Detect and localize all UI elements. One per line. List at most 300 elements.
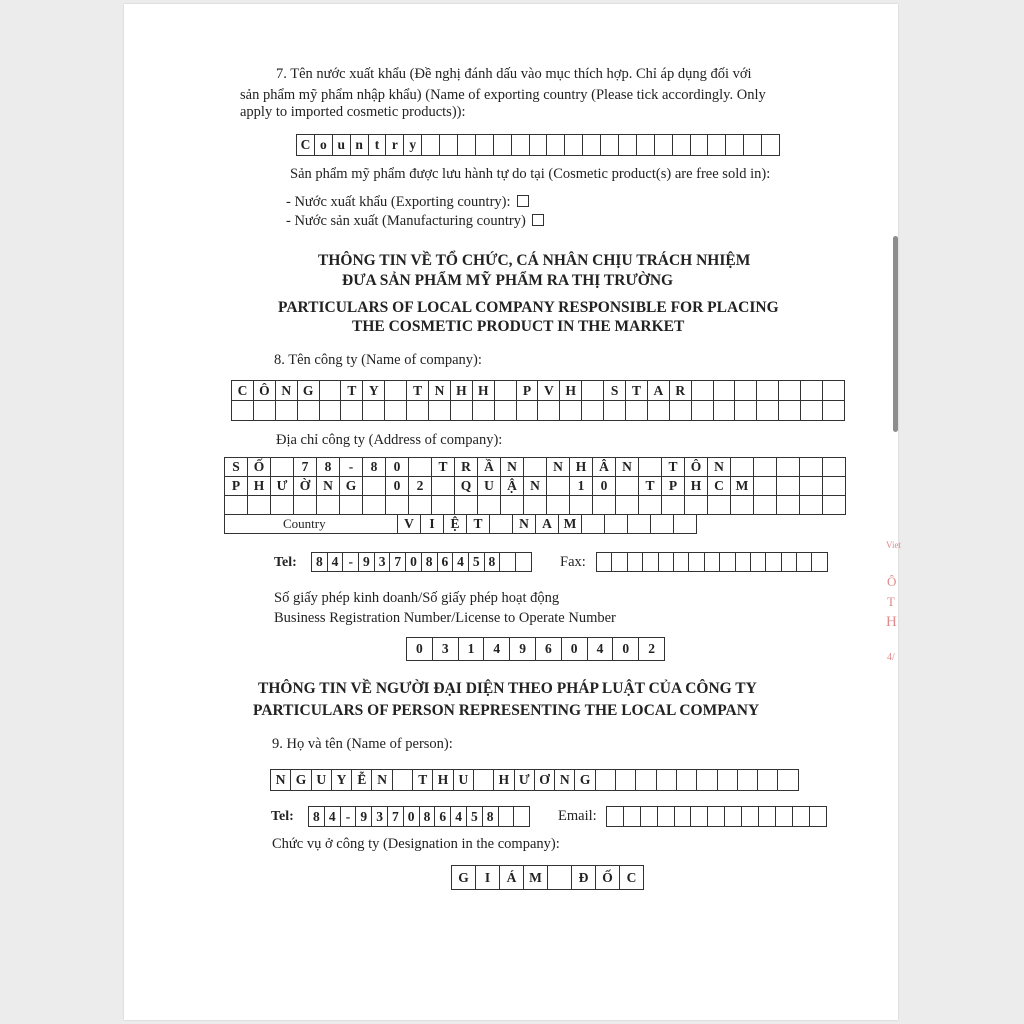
grid-cell[interactable]: U (478, 476, 501, 496)
grid-cell[interactable] (605, 514, 628, 534)
grid-cell[interactable] (800, 476, 823, 496)
grid-cell[interactable] (524, 457, 547, 477)
grid-cell[interactable]: M (559, 514, 582, 534)
grid-cell[interactable]: T (467, 514, 490, 534)
grid-cell[interactable]: N (501, 457, 524, 477)
grid-cell[interactable] (648, 400, 670, 421)
grid-cell[interactable] (777, 495, 800, 515)
grid-cell[interactable]: 2 (409, 476, 432, 496)
grid-cell[interactable]: t (369, 134, 387, 156)
grid-cell[interactable] (777, 457, 800, 477)
grid-cell[interactable] (637, 134, 655, 156)
grid-cell[interactable]: Ố (596, 865, 620, 890)
grid-cell[interactable] (697, 769, 717, 791)
grid-cell[interactable] (705, 552, 720, 572)
grid-cell[interactable]: 5 (467, 806, 483, 827)
grid-cell[interactable]: 6 (438, 552, 454, 572)
grid-cell[interactable] (363, 400, 385, 421)
grid-cell[interactable] (619, 134, 637, 156)
grid-cell[interactable]: P (225, 476, 248, 496)
grid-cell[interactable]: 4 (325, 806, 341, 827)
address-label: Địa chỉ công ty (Address of company): (276, 432, 503, 448)
grid-cell[interactable]: N (708, 457, 731, 477)
grid-cell[interactable] (495, 400, 517, 421)
grid-cell[interactable] (501, 495, 524, 515)
grid-cell[interactable]: 2 (639, 637, 665, 661)
grid-cell[interactable]: 4 (588, 637, 614, 661)
grid-cell[interactable]: 0 (406, 552, 422, 572)
margin-stamp-marks (880, 540, 900, 690)
header1-en-line2: THE COSMETIC PRODUCT IN THE MARKET (352, 318, 685, 335)
grid-cell[interactable] (731, 457, 754, 477)
grid-cell[interactable] (657, 769, 677, 791)
grid-cell[interactable] (810, 806, 827, 827)
grid-cell[interactable]: - (340, 457, 363, 477)
designation-label: Chức vụ ở công ty (Designation in the company): (272, 836, 560, 852)
grid-cell[interactable] (777, 476, 800, 496)
grid-cell[interactable] (757, 380, 779, 401)
grid-cell[interactable] (524, 495, 547, 515)
grid-cell[interactable]: 8 (309, 806, 325, 827)
grid-cell[interactable] (643, 552, 658, 572)
grid-cell[interactable] (662, 495, 685, 515)
fax-label: Fax: (560, 554, 586, 570)
grid-cell[interactable]: T (341, 380, 363, 401)
grid-cell[interactable] (624, 806, 641, 827)
grid-cell[interactable] (754, 495, 777, 515)
grid-cell[interactable] (341, 400, 363, 421)
grid-cell[interactable]: Ư (271, 476, 294, 496)
grid-cell[interactable]: H (473, 380, 495, 401)
grid-cell[interactable]: 0 (404, 806, 420, 827)
grid-cell[interactable]: H (451, 380, 473, 401)
grid-cell[interactable] (735, 400, 757, 421)
grid-cell[interactable] (720, 552, 735, 572)
grid-cell[interactable] (616, 476, 639, 496)
grid-cell[interactable] (782, 552, 797, 572)
grid-cell[interactable] (386, 495, 409, 515)
grid-cell[interactable] (601, 134, 619, 156)
grid-cell[interactable] (797, 552, 812, 572)
grid-cell[interactable] (636, 769, 656, 791)
address-country-grid (397, 514, 697, 534)
license-label-en: Business Registration Number/License to Operate Number (274, 610, 616, 626)
grid-cell[interactable] (779, 400, 801, 421)
grid-cell[interactable] (674, 552, 689, 572)
grid-cell[interactable] (409, 495, 432, 515)
grid-cell[interactable] (514, 806, 530, 827)
grid-cell[interactable]: N (276, 380, 298, 401)
grid-cell[interactable] (718, 769, 738, 791)
grid-cell[interactable] (517, 400, 539, 421)
grid-cell[interactable]: H (685, 476, 708, 496)
grid-cell[interactable] (582, 514, 605, 534)
grid-cell[interactable] (363, 495, 386, 515)
grid-cell[interactable] (762, 134, 780, 156)
grid-cell[interactable] (692, 400, 714, 421)
grid-cell[interactable] (823, 476, 846, 496)
grid-cell[interactable] (692, 380, 714, 401)
grid-cell[interactable]: o (315, 134, 333, 156)
grid-cell[interactable]: Ậ (501, 476, 524, 496)
grid-cell[interactable] (317, 495, 340, 515)
manufacturing-country-option: - Nước sản xuất (Manufacturing country) (286, 213, 544, 230)
grid-cell[interactable]: C (232, 380, 254, 401)
grid-cell[interactable] (726, 134, 744, 156)
grid-cell[interactable]: H (494, 769, 514, 791)
grid-cell[interactable]: Ệ (444, 514, 467, 534)
grid-cell[interactable] (801, 400, 823, 421)
grid-cell[interactable]: Ơ (535, 769, 555, 791)
grid-cell[interactable] (429, 400, 451, 421)
grid-cell[interactable] (675, 806, 692, 827)
grid-cell[interactable]: 7 (388, 806, 404, 827)
grid-cell[interactable]: Ễ (352, 769, 372, 791)
grid-cell[interactable]: T (413, 769, 433, 791)
grid-cell[interactable] (626, 400, 648, 421)
grid-cell[interactable] (754, 476, 777, 496)
grid-cell[interactable]: H (560, 380, 582, 401)
grid-cell[interactable]: y (404, 134, 422, 156)
grid-cell[interactable]: T (432, 457, 455, 477)
grid-cell[interactable] (547, 495, 570, 515)
grid-cell[interactable] (490, 514, 513, 534)
grid-cell[interactable]: G (452, 865, 476, 890)
grid-cell[interactable] (363, 476, 386, 496)
grid-cell[interactable]: n (351, 134, 369, 156)
grid-cell[interactable] (538, 400, 560, 421)
email-label: Email: (558, 808, 597, 824)
grid-cell[interactable] (530, 134, 548, 156)
grid-cell[interactable] (494, 134, 512, 156)
grid-cell[interactable] (294, 495, 317, 515)
grid-cell[interactable] (670, 400, 692, 421)
grid-cell[interactable]: N (271, 769, 291, 791)
grid-cell[interactable] (823, 380, 845, 401)
grid-cell[interactable] (254, 400, 276, 421)
grid-cell[interactable]: N (513, 514, 536, 534)
grid-cell[interactable]: T (407, 380, 429, 401)
grid-cell[interactable] (742, 806, 759, 827)
grid-cell[interactable] (320, 400, 342, 421)
grid-cell[interactable] (708, 134, 726, 156)
license-label-vn: Số giấy phép kinh doanh/Số giấy phép hoạt động (274, 590, 560, 606)
grid-cell[interactable] (409, 457, 432, 477)
grid-cell[interactable]: 3 (375, 552, 391, 572)
grid-cell[interactable] (731, 495, 754, 515)
grid-cell[interactable]: 5 (469, 552, 485, 572)
grid-cell[interactable] (708, 806, 725, 827)
grid-cell[interactable] (298, 400, 320, 421)
grid-cell[interactable]: 7 (390, 552, 406, 572)
grid-cell[interactable] (659, 552, 674, 572)
grid-cell[interactable] (271, 457, 294, 477)
grid-cell[interactable]: 8 (312, 552, 328, 572)
grid-cell[interactable]: Ô (254, 380, 276, 401)
grid-cell[interactable] (407, 400, 429, 421)
grid-cell[interactable] (793, 806, 810, 827)
grid-cell[interactable]: r (386, 134, 404, 156)
grid-cell[interactable] (754, 457, 777, 477)
grid-cell[interactable]: 9 (356, 806, 372, 827)
grid-cell[interactable] (548, 865, 572, 890)
grid-cell[interactable] (597, 552, 612, 572)
grid-cell[interactable]: N (429, 380, 451, 401)
grid-cell[interactable]: 1 (459, 637, 485, 661)
grid-cell[interactable] (474, 769, 494, 791)
grid-cell[interactable] (766, 552, 781, 572)
grid-cell[interactable] (612, 552, 627, 572)
grid-cell[interactable] (593, 495, 616, 515)
grid-cell[interactable] (232, 400, 254, 421)
grid-cell[interactable] (641, 806, 658, 827)
grid-cell[interactable]: 9 (510, 637, 536, 661)
grid-cell[interactable] (736, 552, 751, 572)
grid-cell[interactable]: 8 (485, 552, 501, 572)
grid-cell[interactable] (778, 769, 798, 791)
grid-cell[interactable] (560, 400, 582, 421)
grid-cell[interactable] (512, 134, 530, 156)
grid-cell[interactable] (616, 495, 639, 515)
grid-cell[interactable] (744, 134, 762, 156)
grid-cell[interactable] (582, 400, 604, 421)
grid-cell[interactable]: I (476, 865, 500, 890)
grid-cell[interactable]: 0 (386, 476, 409, 496)
grid-cell[interactable] (473, 400, 495, 421)
grid-cell[interactable] (735, 380, 757, 401)
grid-cell[interactable]: G (298, 380, 320, 401)
grid-cell[interactable]: T (626, 380, 648, 401)
grid-cell[interactable]: S (604, 380, 626, 401)
grid-cell[interactable] (714, 400, 736, 421)
vertical-scrollbar[interactable] (893, 236, 898, 432)
grid-cell[interactable] (628, 552, 643, 572)
grid-cell[interactable] (628, 514, 651, 534)
grid-cell[interactable]: Ố (248, 457, 271, 477)
manufacturing-country-checkbox[interactable] (532, 214, 544, 226)
country-grid (296, 134, 780, 156)
grid-cell[interactable] (604, 400, 626, 421)
grid-cell[interactable]: P (517, 380, 539, 401)
grid-cell[interactable]: R (455, 457, 478, 477)
grid-cell[interactable] (616, 769, 636, 791)
grid-cell[interactable]: 4 (328, 552, 344, 572)
grid-cell[interactable] (759, 806, 776, 827)
grid-cell[interactable] (655, 134, 673, 156)
grid-cell[interactable]: V (398, 514, 421, 534)
grid-cell[interactable] (385, 400, 407, 421)
grid-cell[interactable] (651, 514, 674, 534)
grid-cell[interactable] (823, 400, 845, 421)
grid-cell[interactable] (779, 380, 801, 401)
grid-cell[interactable] (393, 769, 413, 791)
grid-cell[interactable] (422, 134, 440, 156)
grid-cell[interactable]: A (648, 380, 670, 401)
grid-cell[interactable] (547, 476, 570, 496)
grid-cell[interactable]: H (570, 457, 593, 477)
grid-cell[interactable]: 1 (570, 476, 593, 496)
grid-cell[interactable]: I (421, 514, 444, 534)
grid-cell[interactable] (639, 495, 662, 515)
grid-cell[interactable]: H (433, 769, 453, 791)
grid-cell[interactable] (691, 806, 708, 827)
grid-cell[interactable]: 8 (363, 457, 386, 477)
grid-cell[interactable]: u (333, 134, 351, 156)
grid-cell[interactable] (639, 457, 662, 477)
grid-cell[interactable] (432, 495, 455, 515)
grid-cell[interactable]: 0 (593, 476, 616, 496)
grid-cell[interactable]: M (524, 865, 548, 890)
grid-cell[interactable]: 4 (451, 806, 467, 827)
company-name-label: 8. Tên công ty (Name of company): (274, 352, 482, 368)
grid-cell[interactable]: N (317, 476, 340, 496)
grid-cell[interactable] (276, 400, 298, 421)
grid-cell[interactable] (582, 380, 604, 401)
grid-cell[interactable]: N (547, 457, 570, 477)
margin-mark-3: T (887, 594, 895, 609)
grid-cell[interactable] (458, 134, 476, 156)
grid-cell[interactable] (516, 552, 532, 572)
grid-cell[interactable] (596, 769, 616, 791)
grid-cell[interactable] (340, 495, 363, 515)
grid-cell[interactable]: Ờ (294, 476, 317, 496)
person-name-label: 9. Họ và tên (Name of person): (272, 736, 453, 752)
grid-cell[interactable] (320, 380, 342, 401)
grid-cell[interactable] (583, 134, 601, 156)
header2-vn: THÔNG TIN VỀ NGƯỜI ĐẠI DIỆN THEO PHÁP LUẬT CỦA CÔNG TY (258, 680, 757, 697)
grid-cell[interactable] (607, 806, 624, 827)
grid-cell[interactable] (677, 769, 697, 791)
grid-cell[interactable] (800, 457, 823, 477)
grid-cell[interactable] (685, 495, 708, 515)
grid-cell[interactable]: 8 (422, 552, 438, 572)
grid-cell[interactable] (432, 476, 455, 496)
grid-cell[interactable]: V (538, 380, 560, 401)
grid-cell[interactable] (499, 806, 515, 827)
section7-line2: sản phẩm mỹ phẩm nhập khẩu) (Name of exporting country (Please tick accordingly. Only (240, 87, 766, 103)
grid-cell[interactable]: H (248, 476, 271, 496)
email-grid (606, 806, 827, 827)
grid-cell[interactable] (225, 495, 248, 515)
grid-cell[interactable]: A (536, 514, 559, 534)
grid-cell[interactable]: Đ (572, 865, 596, 890)
grid-cell[interactable] (689, 552, 704, 572)
grid-cell[interactable]: C (297, 134, 315, 156)
grid-cell[interactable]: S (225, 457, 248, 477)
grid-cell[interactable]: G (575, 769, 595, 791)
grid-cell[interactable]: 8 (317, 457, 340, 477)
grid-cell[interactable] (495, 380, 517, 401)
grid-cell[interactable]: M (731, 476, 754, 496)
grid-cell[interactable] (738, 769, 758, 791)
grid-cell[interactable] (248, 495, 271, 515)
grid-cell[interactable]: 4 (453, 552, 469, 572)
grid-cell[interactable]: 8 (483, 806, 499, 827)
grid-cell[interactable]: Y (332, 769, 352, 791)
grid-cell[interactable]: P (662, 476, 685, 496)
grid-cell[interactable]: 0 (407, 637, 433, 661)
grid-cell[interactable] (725, 806, 742, 827)
grid-cell[interactable] (801, 380, 823, 401)
grid-cell[interactable]: N (555, 769, 575, 791)
grid-cell[interactable]: Ô (685, 457, 708, 477)
grid-cell[interactable] (476, 134, 494, 156)
grid-cell[interactable]: T (639, 476, 662, 496)
grid-cell[interactable] (714, 380, 736, 401)
grid-cell[interactable]: Ư (515, 769, 535, 791)
grid-cell[interactable]: 3 (433, 637, 459, 661)
grid-cell[interactable]: 9 (359, 552, 375, 572)
grid-cell[interactable]: 6 (536, 637, 562, 661)
grid-cell[interactable] (658, 806, 675, 827)
grid-cell[interactable] (440, 134, 458, 156)
grid-cell[interactable]: U (454, 769, 474, 791)
grid-cell[interactable]: N (616, 457, 639, 477)
grid-cell[interactable]: R (670, 380, 692, 401)
grid-cell[interactable] (570, 495, 593, 515)
grid-cell[interactable]: - (341, 806, 357, 827)
grid-cell[interactable]: N (524, 476, 547, 496)
grid-cell[interactable] (478, 495, 501, 515)
grid-cell[interactable]: Y (363, 380, 385, 401)
grid-cell[interactable]: C (620, 865, 644, 890)
person-tel-label: Tel: (271, 809, 294, 824)
grid-cell[interactable] (776, 806, 793, 827)
grid-cell[interactable] (823, 495, 846, 515)
grid-cell[interactable] (708, 495, 731, 515)
grid-cell[interactable] (751, 552, 766, 572)
grid-cell[interactable] (823, 457, 846, 477)
grid-cell[interactable]: 3 (372, 806, 388, 827)
grid-cell[interactable]: G (291, 769, 311, 791)
grid-cell[interactable]: C (708, 476, 731, 496)
country-label: Country (283, 516, 326, 531)
grid-cell[interactable] (691, 134, 709, 156)
grid-cell[interactable]: 4 (484, 637, 510, 661)
grid-cell[interactable] (385, 380, 407, 401)
grid-cell[interactable] (812, 552, 827, 572)
margin-mark-4: H (886, 614, 897, 630)
grid-cell[interactable] (673, 134, 691, 156)
grid-cell[interactable]: Á (500, 865, 524, 890)
grid-cell[interactable]: N (372, 769, 392, 791)
grid-cell[interactable] (800, 495, 823, 515)
grid-cell[interactable]: Â (593, 457, 616, 477)
grid-cell[interactable]: T (662, 457, 685, 477)
grid-cell[interactable] (565, 134, 583, 156)
grid-cell[interactable]: - (343, 552, 359, 572)
grid-cell[interactable]: Ầ (478, 457, 501, 477)
grid-cell[interactable] (500, 552, 516, 572)
grid-cell[interactable]: 8 (420, 806, 436, 827)
grid-cell[interactable]: 7 (294, 457, 317, 477)
grid-cell[interactable] (547, 134, 565, 156)
grid-cell[interactable]: 6 (435, 806, 451, 827)
grid-cell[interactable]: G (340, 476, 363, 496)
grid-cell[interactable]: 0 (386, 457, 409, 477)
grid-cell[interactable] (758, 769, 778, 791)
grid-cell[interactable]: Q (455, 476, 478, 496)
grid-cell[interactable] (674, 514, 697, 534)
grid-cell[interactable]: 0 (562, 637, 588, 661)
grid-cell[interactable]: 0 (613, 637, 639, 661)
exporting-country-checkbox[interactable] (517, 195, 529, 207)
grid-cell[interactable] (757, 400, 779, 421)
grid-cell[interactable] (271, 495, 294, 515)
grid-cell[interactable] (455, 495, 478, 515)
grid-cell[interactable] (451, 400, 473, 421)
grid-cell[interactable]: U (312, 769, 332, 791)
